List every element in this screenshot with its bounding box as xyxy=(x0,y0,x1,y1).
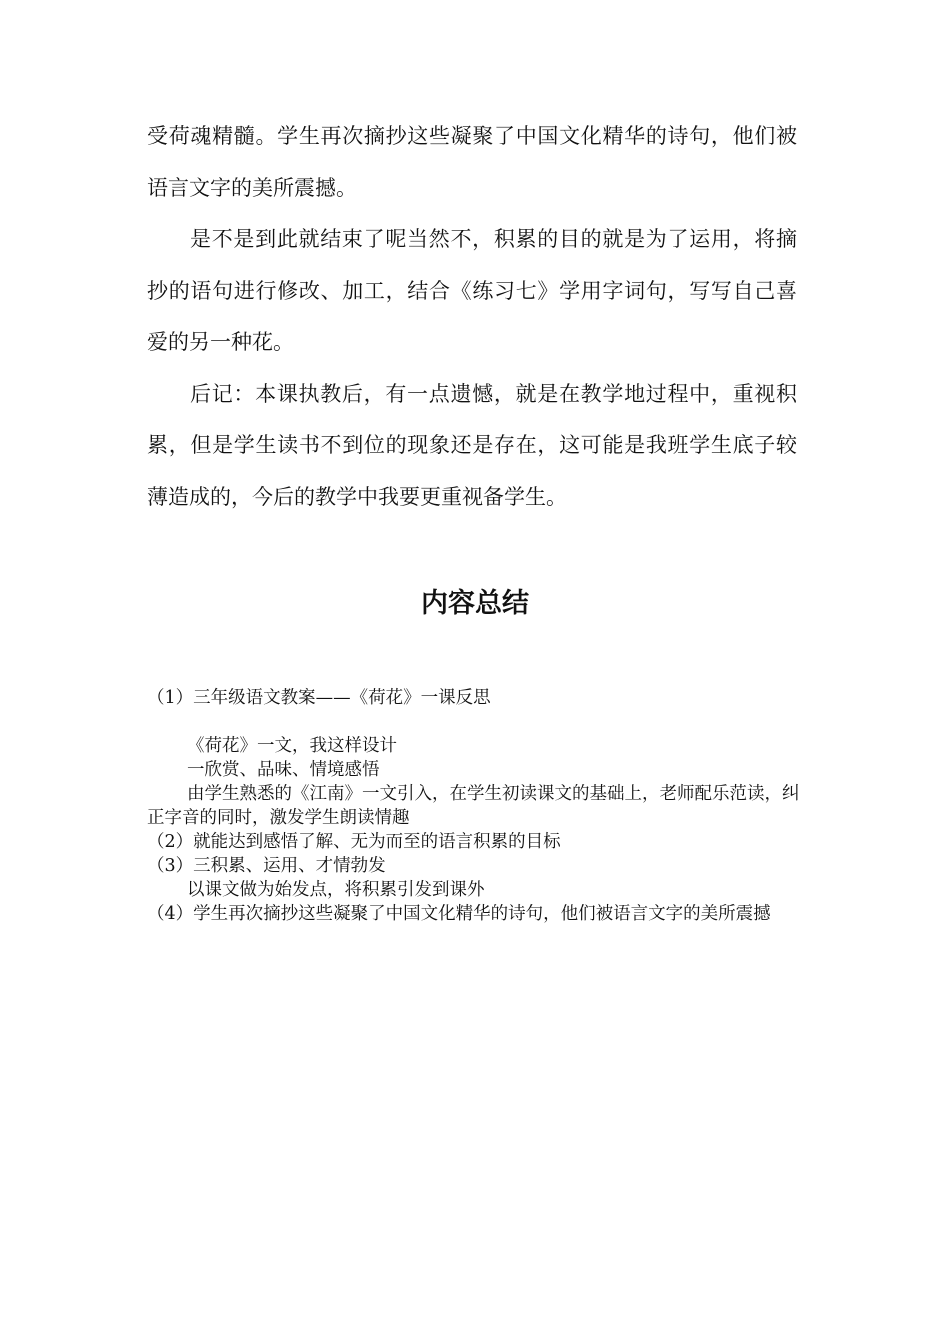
summary-line-3: 一欣赏、品味、情境感悟 xyxy=(187,760,380,780)
summary-line-4: 由学生熟悉的《江南》一文引入，在学生初读课文的基础上，老师配乐范读，纠正字音的同时，激发学生朗读情趣 xyxy=(147,784,800,828)
summary-line-8: （4）学生再次摘抄这些凝聚了中国文化精华的诗句，他们被语言文字的美所震撼 xyxy=(147,904,771,924)
summary-line-5: （2）就能达到感悟了解、无为而至的语言积累的目标 xyxy=(147,832,561,852)
summary-list xyxy=(147,686,802,926)
summary-spacer xyxy=(147,710,802,734)
body-paragraph-1: 受荷魂精髓。学生再次摘抄这些凝聚了中国文化精华的诗句，他们被语言文字的美所震撼。 xyxy=(147,124,797,200)
summary-line-1: （1）三年级语文教案——《荷花》一课反思 xyxy=(147,688,491,708)
summary-title: 内容总结 xyxy=(421,588,529,619)
summary-line-6: （3）三积累、运用、才情勃发 xyxy=(147,856,386,876)
body-paragraph-3: 后记：本课执教后，有一点遗憾，就是在教学地过程中，重视积累，但是学生读书不到位的现象还是存在，这可能是我班学生底子较薄造成的，今后的教学中我要更重视备学生。 xyxy=(147,381,797,509)
summary-line-2: 《荷花》一文，我这样设计 xyxy=(187,736,397,756)
body-text xyxy=(147,111,797,523)
summary-line-7: 以课文做为始发点，将积累引发到课外 xyxy=(187,880,485,900)
body-paragraph-2: 是不是到此就结束了呢当然不，积累的目的就是为了运用，将摘抄的语句进行修改、加工，结合《练习七》学用字词句，写写自己喜爱的另一种花。 xyxy=(147,227,797,354)
